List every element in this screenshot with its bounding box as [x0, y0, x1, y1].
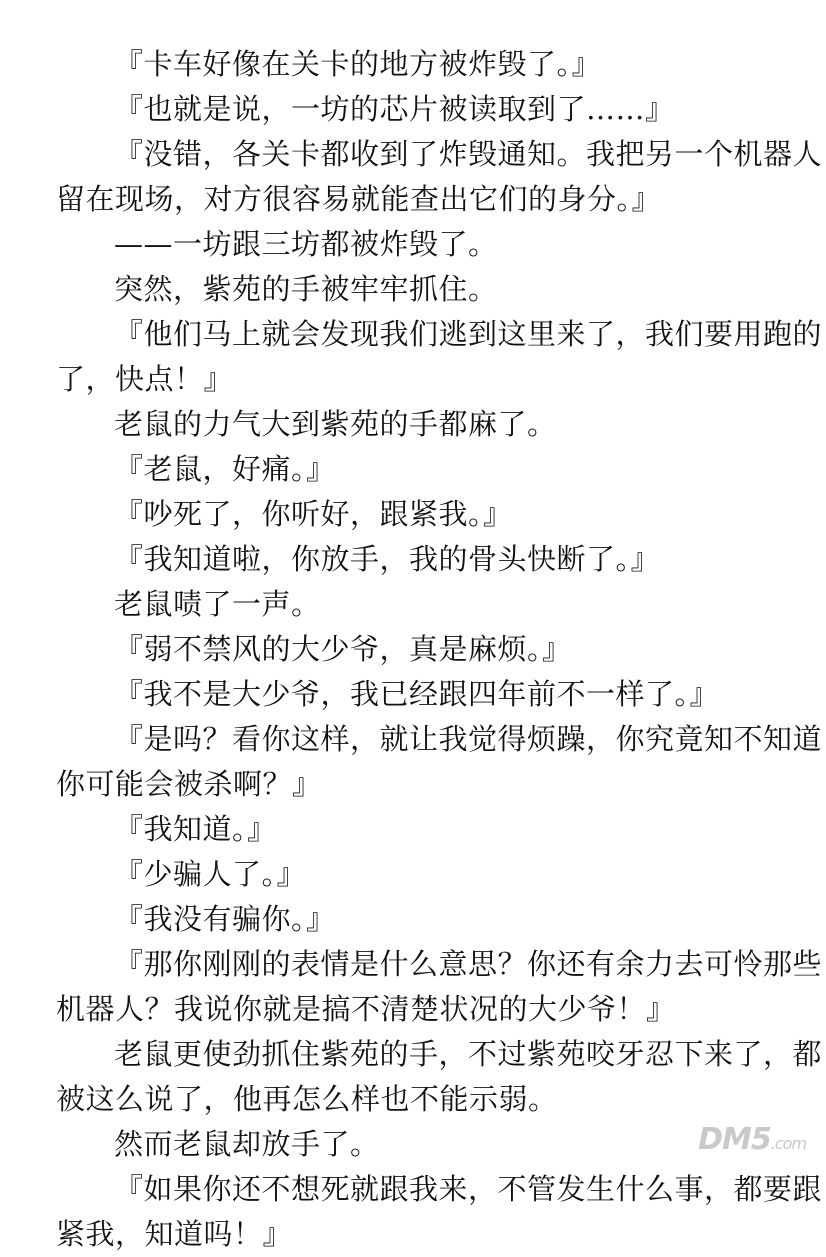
text-line: 老鼠的力气大到紫苑的手都麻了。: [114, 407, 557, 441]
text-line: 老鼠啧了一声。: [114, 587, 321, 621]
text-line: 『弱不禁风的大少爷，真是麻烦。』: [114, 632, 572, 666]
text-line: 突然，紫苑的手被牢牢抓住。: [114, 272, 498, 306]
text-line: 『吵死了，你听好，跟紧我。』: [114, 497, 513, 531]
paragraph: [56, 1032, 823, 1122]
watermark-main: DM5: [698, 1122, 771, 1157]
text-line: 『也就是说，一坊的芯片被读取到了……』: [114, 92, 675, 126]
text-line: 『是吗？看你这样，就让我觉得烦躁，你究竟知不知道: [114, 722, 823, 756]
paragraph: [56, 132, 823, 222]
paragraph: [56, 807, 776, 852]
text-line: 紧我，知道吗！』: [56, 1217, 293, 1251]
paragraph: [56, 312, 823, 402]
text-line: 『那你刚刚的表情是什么意思？你还有余力去可怜那些: [114, 947, 823, 981]
paragraph: [56, 942, 823, 1032]
text-line: 『我知道啦，你放手，我的骨头快断了。』: [114, 542, 661, 576]
text-line: 『没错，各关卡都收到了炸毁通知。我把另一个机器人: [114, 137, 823, 171]
paragraph: [56, 537, 776, 582]
text-line: ——一坊跟三坊都被炸毁了。: [114, 227, 498, 261]
text-line: 了，快点！』: [56, 362, 234, 396]
paragraph: [56, 492, 776, 537]
paragraph: [56, 402, 776, 447]
paragraph: [56, 897, 776, 942]
text-line: 『我知道。』: [114, 812, 277, 846]
text-line: 『老鼠，好痛。』: [114, 452, 336, 486]
text-line: 『卡车好像在关卡的地方被炸毁了。』: [114, 47, 602, 81]
paragraph: [56, 87, 776, 132]
text-line: 『我不是大少爷，我已经跟四年前不一样了。』: [114, 677, 720, 711]
text-line: 『我没有骗你。』: [114, 902, 336, 936]
watermark-suffix: .com: [770, 1134, 806, 1153]
paragraph: [56, 717, 823, 807]
paragraph: [56, 222, 776, 267]
paragraph: [56, 267, 776, 312]
paragraph: [56, 582, 776, 627]
paragraph: [56, 1167, 823, 1257]
text-line: 被这么说了，他再怎么样也不能示弱。: [56, 1082, 558, 1116]
text-line: 你可能会被杀啊？』: [56, 767, 322, 801]
paragraph: [56, 447, 776, 492]
text-line: 老鼠更使劲抓住紫苑的手，不过紫苑咬牙忍下来了，都: [114, 1037, 823, 1071]
paragraph: [56, 627, 776, 672]
text-line: 『如果你还不想死就跟我来，不管发生什么事，都要跟: [114, 1172, 823, 1206]
paragraph: [56, 42, 776, 87]
text-line: 机器人？我说你就是搞不清楚状况的大少爷！』: [56, 992, 676, 1026]
watermark-logo: [698, 1122, 806, 1157]
text-line: 『少骗人了。』: [114, 857, 307, 891]
text-line: 『他们马上就会发现我们逃到这里来了，我们要用跑的: [114, 317, 823, 351]
text-line: 留在现场，对方很容易就能查出它们的身分。』: [56, 182, 662, 216]
paragraph: [56, 672, 776, 717]
paragraph: [56, 1122, 776, 1167]
text-line: 然而老鼠却放手了。: [114, 1127, 380, 1161]
paragraph: [56, 852, 776, 897]
